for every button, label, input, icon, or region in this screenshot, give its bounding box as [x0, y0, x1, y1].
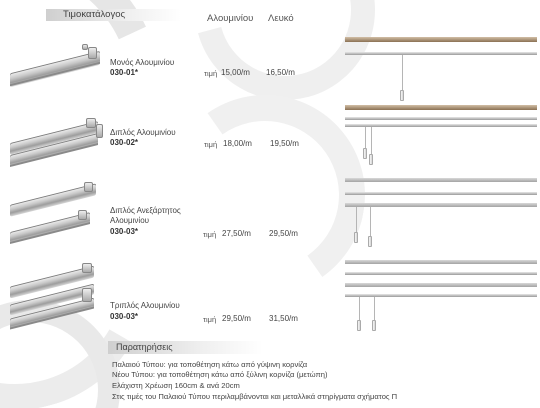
product-name: Διπλός Αλουμινίου [110, 128, 176, 137]
price-label: τιμή [203, 315, 217, 324]
price-aluminium: 27,50/m [222, 229, 251, 238]
product-image-triple [10, 258, 105, 336]
product-name: Μονός Αλουμινίου [110, 58, 175, 67]
product-image-double-independent [10, 178, 105, 250]
column-header-aluminium: Αλουμινίου [207, 13, 254, 24]
price-label: τιμή [204, 69, 218, 78]
column-header-white: Λευκό [268, 13, 294, 24]
price-aluminium: 15,00/m [221, 68, 250, 77]
price-aluminium: 29,50/m [222, 314, 251, 323]
product-code: 030-02* [110, 138, 139, 147]
price-white: 16,50/m [266, 68, 295, 77]
product-code: 030-03* [110, 312, 139, 321]
price-label: τιμή [204, 140, 218, 149]
product-image-single [10, 40, 105, 95]
price-white: 19,50/m [270, 139, 299, 148]
page-title: Τιμοκατάλογος [63, 9, 126, 20]
product-name: Διπλός Ανεξάρτητος Αλουμινίου [110, 206, 181, 225]
note-line: Ελάχιστη Χρέωση 160cm & ανά 20cm [112, 381, 240, 390]
price-white: 29,50/m [269, 229, 298, 238]
note-line: Στις τιμές του Παλαιού Τύπου περιλαμβάνονται και μεταλλικά στηρίγματα σχήματος Π [112, 392, 398, 401]
product-code: 030-01* [110, 68, 139, 77]
price-white: 31,50/m [269, 314, 298, 323]
price-label: τιμή [203, 230, 217, 239]
product-image-double [10, 110, 105, 170]
note-line: Νέου Τύπου: για τοποθέτηση κάτω από ξύλινη κορνίζα (μετώπη) [112, 370, 328, 379]
note-line: Παλαιού Τύπου: για τοποθέτηση κάτω από γύψινη κορνίζα [112, 360, 308, 369]
decorative-swirl [149, 79, 381, 311]
product-code: 030-03* [110, 227, 139, 236]
product-name: Τριπλός Αλουμινίου [110, 301, 180, 310]
price-aluminium: 18,00/m [223, 139, 252, 148]
notes-title: Παρατηρήσεις [116, 342, 173, 352]
